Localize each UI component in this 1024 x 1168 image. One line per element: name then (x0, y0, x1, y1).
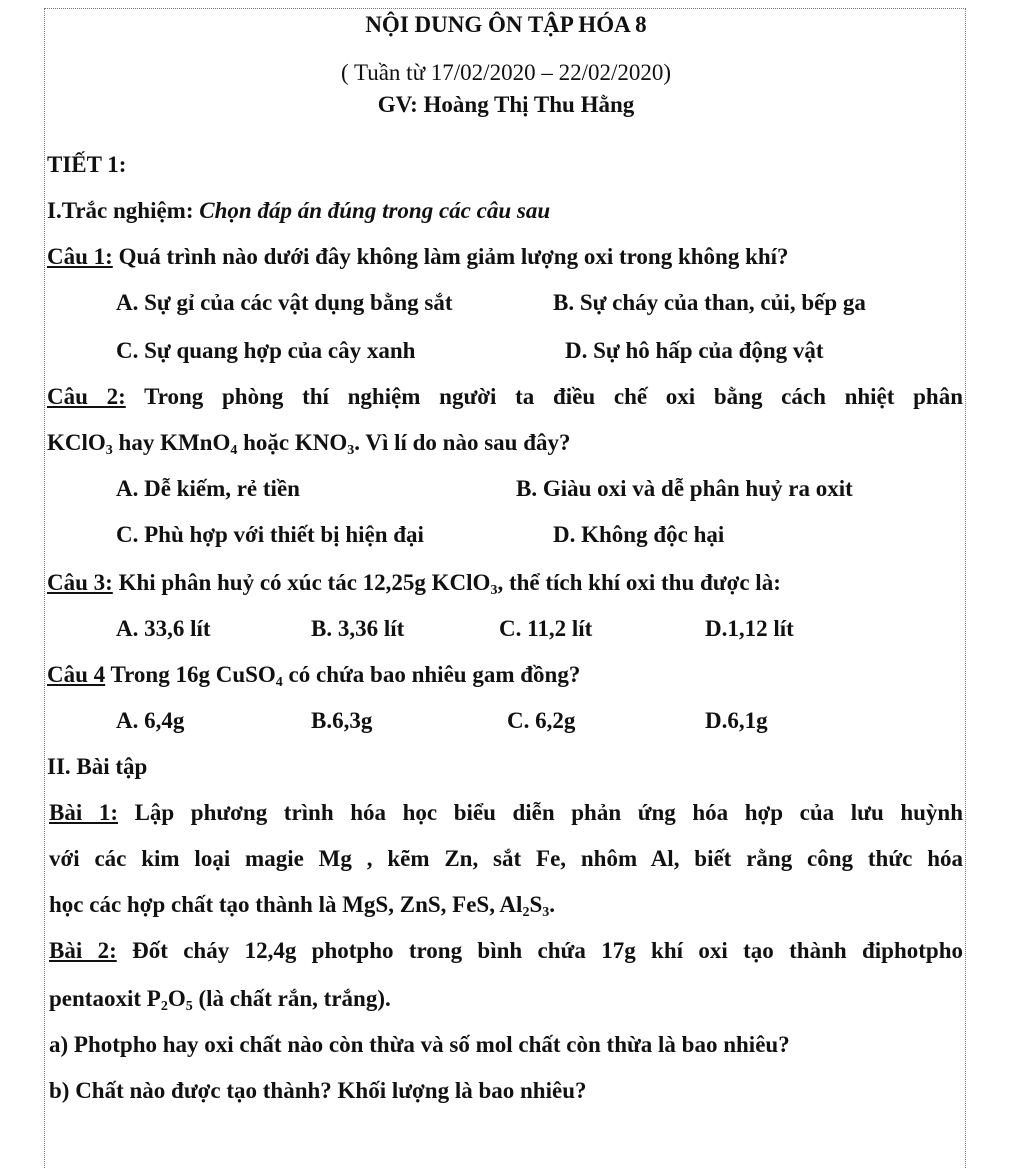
q1-option-d: D. Sự hô hấp của động vật (565, 338, 824, 363)
q2-sub-2: 4 (230, 443, 238, 458)
exercise-2-line1 (49, 937, 963, 965)
exercise-1-line1 (49, 799, 963, 827)
exercise-2-question-a: a) Photpho hay oxi chất nào còn thừa và số mol chất còn thừa là bao nhiêu? (49, 1032, 790, 1057)
exercise-2-line2 (49, 985, 391, 1013)
teacher-name: GV: Hoàng Thị Thu Hằng (377, 92, 635, 117)
part1-instruction: Chọn đáp án đúng trong các câu sau (199, 198, 551, 223)
question-2 (47, 383, 963, 411)
q2-option-b: B. Giàu oxi và dễ phân huỷ ra oxit (516, 476, 853, 501)
question-4 (47, 661, 580, 689)
exercise-2-question-b: b) Chất nào được tạo thành? Khối lượng là bao nhiêu? (49, 1078, 587, 1103)
part1-title: Trắc nghiệm: (61, 198, 200, 223)
question-1 (47, 243, 789, 271)
ex1-text-3b: S (529, 892, 543, 917)
q4-option-b: B.6,3g (311, 708, 373, 733)
ex1-sub-2: 3 (542, 905, 550, 920)
q4-text-a: Trong 16g CuSO (105, 662, 276, 687)
q3-option-b: B. 3,36 lít (311, 616, 405, 641)
q2-formula-kmno: hay KMnO (112, 430, 231, 455)
ex1-text-3c: . (549, 892, 555, 917)
q3-sub: 3 (490, 583, 498, 598)
q2-option-d: D. Không độc hại (553, 522, 725, 547)
q4-text-b: có chứa bao nhiêu gam đồng? (282, 662, 581, 687)
q3-option-c: C. 11,2 lít (499, 616, 593, 641)
q1-option-a: A. Sự gỉ của các vật dụng bằng sắt (116, 290, 453, 315)
q2-label: Câu 2: (47, 384, 126, 409)
q2-option-a: A. Dễ kiếm, rẻ tiền (116, 476, 300, 501)
part2-heading: II. Bài tập (47, 754, 148, 779)
q2-text: Trong phòng thí nghiệm người ta điều chế oxi bằng cách nhiệt phân (125, 384, 964, 409)
q3-option-a: A. 33,6 lít (116, 616, 211, 641)
q1-label: Câu 1: (47, 244, 113, 269)
q4-option-a: A. 6,4g (116, 708, 185, 733)
ex1-label: Bài 1: (49, 800, 118, 825)
ex1-text-3a: học các hợp chất tạo thành là MgS, ZnS, FeS, Al (49, 892, 523, 917)
ex2-text-1: Đốt cháy 12,4g photpho trong bình chứa 17g khí oxi tạo thành điphotpho (116, 938, 964, 963)
q4-option-c: C. 6,2g (507, 708, 576, 733)
q2-question-end: . Vì lí do nào sau đây? (354, 430, 571, 455)
q2-sub-1: 3 (105, 443, 113, 458)
part1-number: I. (47, 198, 62, 223)
q1-option-c: C. Sự quang hợp của cây xanh (116, 338, 416, 363)
q2-text-line2 (47, 429, 570, 457)
q1-text: Quá trình nào dưới đây không làm giảm lượng oxi trong không khí? (112, 244, 789, 269)
ex2-sub-1: 2 (160, 999, 168, 1014)
q4-sub: 4 (275, 675, 283, 690)
lesson-label: TIẾT 1: (47, 152, 127, 177)
ex2-text-2b: O (167, 986, 186, 1011)
ex1-sub-1: 2 (522, 905, 530, 920)
q3-text-a: Khi phân huỷ có xúc tác 12,25g KClO (112, 570, 491, 595)
q4-label: Câu 4 (47, 662, 106, 687)
ex2-text-2a: pentaoxit P (49, 986, 161, 1011)
question-3 (47, 569, 781, 597)
ex2-sub-2: 5 (185, 999, 193, 1014)
exercise-1-line2: với các kim loại magie Mg , kẽm Zn, sắt Fe, nhôm Al, biết rằng công thức hóa (49, 846, 963, 871)
doc-title: NỘI DUNG ÔN TẬP HÓA 8 (365, 12, 647, 37)
ex2-text-2c: (là chất rắn, trắng). (192, 986, 391, 1011)
q2-formula-kclo: KClO (47, 430, 106, 455)
ex1-text-1: Lập phương trình hóa học biểu diễn phản ứng hóa hợp của lưu huỳnh (117, 800, 963, 825)
q2-sub-3: 3 (347, 443, 355, 458)
q3-label: Câu 3: (47, 570, 113, 595)
q3-text-b: , thể tích khí oxi thu được là: (497, 570, 781, 595)
document-page (44, 8, 966, 1168)
q4-option-d: D.6,1g (705, 708, 768, 733)
q2-option-c: C. Phù hợp với thiết bị hiện đại (116, 522, 424, 547)
q1-option-b: B. Sự cháy của than, củi, bếp ga (553, 290, 866, 315)
q2-formula-kno: hoặc KNO (237, 430, 348, 455)
exercise-1-line3 (49, 891, 555, 919)
week-range: ( Tuần từ 17/02/2020 – 22/02/2020) (340, 60, 672, 85)
q3-option-d: D.1,12 lít (705, 616, 794, 641)
ex2-label: Bài 2: (49, 938, 117, 963)
part1-heading (47, 197, 550, 225)
